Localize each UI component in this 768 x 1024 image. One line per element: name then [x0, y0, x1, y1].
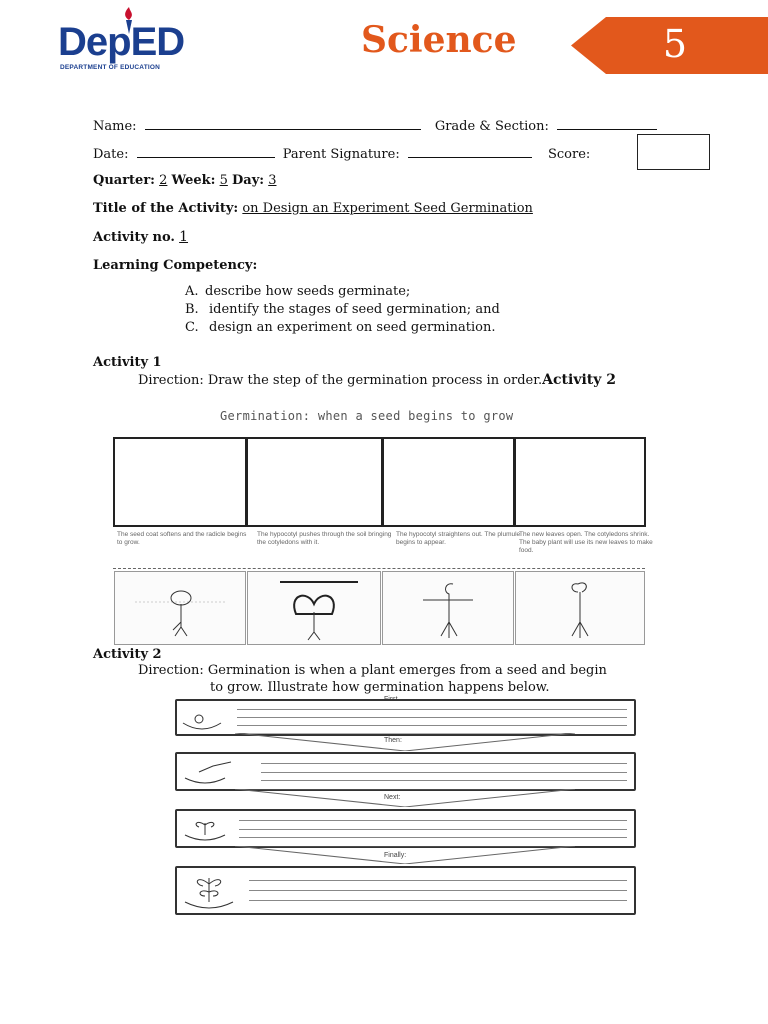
drawing-box[interactable] [113, 437, 247, 527]
parent-signature-label: Parent Signature: [282, 147, 400, 162]
activity2-direction-2: to grow. Illustrate how germination happens below. [210, 680, 550, 695]
date-label: Date: [93, 147, 129, 162]
grade-number: 5 [662, 22, 688, 66]
seed-bowl-icon [179, 813, 239, 843]
sprout-image-3 [382, 571, 514, 645]
step-caption: The seed coat softens and the radicle begins to grow. [117, 531, 247, 546]
competency-item: B. identify the stages of seed germination; and [185, 302, 500, 317]
sprout-image-4 [515, 571, 645, 645]
grade-section-label: Grade & Section: [434, 119, 549, 134]
step-label: Then: [384, 737, 402, 744]
down-arrow-icon [235, 733, 575, 751]
quarter-label: Quarter: [93, 173, 155, 188]
date-line [93, 145, 590, 161]
day-label: Day: [232, 173, 265, 188]
logo-wordmark: DepED [58, 20, 185, 64]
activity-no-line [93, 230, 188, 244]
quarter-value: 2 [159, 173, 168, 188]
score-label: Score: [548, 147, 591, 162]
activity1-trailing: Activity 2 [542, 372, 617, 388]
activity-title-line [93, 202, 533, 215]
illustration-row[interactable] [175, 699, 636, 736]
name-line [93, 117, 661, 133]
step-caption: The new leaves open. The cotyledons shrink. The baby plant will use its new leaves to make food. [519, 531, 653, 554]
sprout-image-2 [247, 571, 381, 645]
step-label: First [384, 696, 398, 703]
drawing-box[interactable] [246, 437, 383, 527]
subject-title: Science [361, 19, 517, 61]
quarter-line [93, 174, 276, 187]
drawing-box[interactable] [514, 437, 646, 527]
down-arrow-icon [235, 789, 575, 807]
competency-item: A. describe how seeds germinate; [185, 284, 411, 299]
seedling-icon [248, 572, 380, 644]
step-caption: The hypocotyl straightens out. The plumule begins to appear. [396, 531, 521, 546]
score-box[interactable] [637, 134, 710, 170]
parent-signature-field[interactable] [408, 145, 532, 158]
activity-no-value: 1 [179, 229, 189, 245]
seed-bowl-icon [179, 756, 259, 786]
week-label: Week: [171, 173, 216, 188]
activity1-heading: Activity 1 [93, 355, 162, 370]
seedling-icon [516, 572, 644, 644]
deped-logo [58, 8, 198, 78]
activity-no-label: Activity no. [93, 230, 175, 245]
grade-section-field[interactable] [557, 117, 657, 130]
seedling-icon [383, 572, 513, 644]
date-field[interactable] [137, 145, 275, 158]
seed-bowl-icon [179, 703, 225, 733]
activity1-direction: Direction: Draw the step of the germination process in order. [138, 373, 543, 388]
illustration-row[interactable] [175, 866, 636, 915]
illustration-row[interactable] [175, 752, 636, 791]
step-label: Finally: [384, 852, 407, 859]
week-value: 5 [219, 173, 228, 188]
sheet-title: Germination: when a seed begins to grow [220, 409, 514, 423]
name-field[interactable] [145, 117, 421, 130]
step-caption: The hypocotyl pushes through the soil bringing the cotyledons with it. [257, 531, 392, 546]
name-label: Name: [93, 119, 137, 134]
activity2-heading: Activity 2 [93, 647, 162, 662]
competency-heading: Learning Competency: [93, 258, 258, 273]
step-label: Next: [384, 794, 401, 801]
logo-subtitle: DEPARTMENT OF EDUCATION [60, 64, 161, 71]
activity1-direction-line [138, 373, 616, 387]
drawing-box[interactable] [382, 437, 515, 527]
illustration-row[interactable] [175, 809, 636, 848]
sprout-image-1 [114, 571, 246, 645]
activity-title-label: Title of the Activity: [93, 201, 239, 216]
cut-line [113, 568, 645, 569]
competency-item: C. design an experiment on seed germination. [185, 320, 496, 335]
seedling-icon [115, 572, 245, 644]
activity-title-value: on Design an Experiment Seed Germination [242, 201, 533, 216]
seed-bowl-icon [179, 870, 249, 912]
activity2-direction-1: Direction: Germination is when a plant emerges from a seed and begin [138, 663, 607, 678]
day-value: 3 [268, 173, 277, 188]
